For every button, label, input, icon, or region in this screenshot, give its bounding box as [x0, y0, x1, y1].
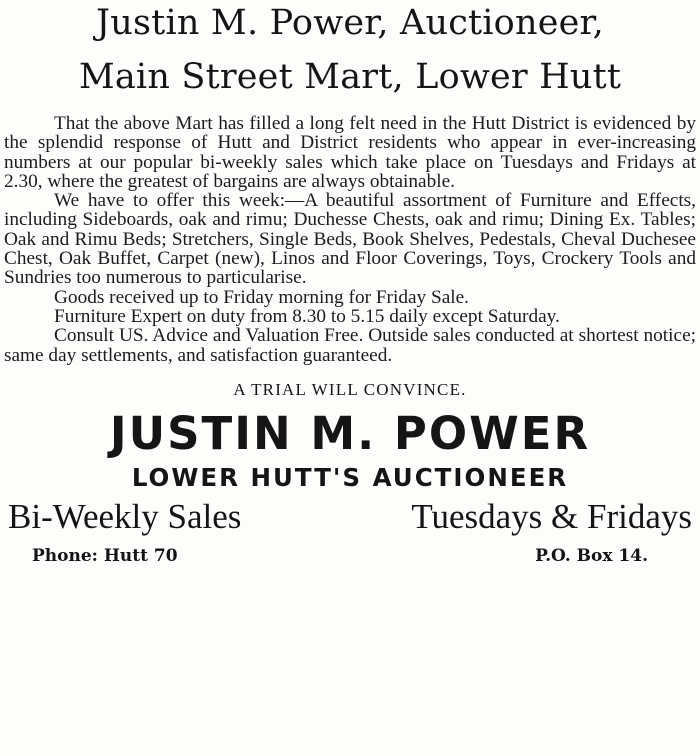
contact-details: [32, 546, 648, 566]
paragraph-expert: Furniture Expert on duty from 8.30 to 5.15 daily except Saturday.: [54, 305, 560, 327]
paragraph-goods: Goods received up to Friday morning for Friday Sale.: [54, 286, 469, 308]
trial-tagline: A TRIAL WILL CONVINCE.: [233, 379, 467, 399]
headline-auctioneer: Justin M. Power, Auctioneer,: [96, 3, 604, 43]
sales-days: Tuesdays & Fridays: [411, 496, 692, 536]
advertisement-body: [4, 114, 696, 365]
paragraph-intro: That the above Mart has filled a long felt need in the Hutt District is evidenced by the splendid response of Hutt and District residents who appear in ever-increasing numbers at our popular bi-weekly sales which take place on Tuesdays and Fridays at 2.30, where the greatest of bargains are always obtainable.: [4, 113, 696, 192]
paragraph-offer: We have to offer this week:—A beautiful assortment of Furniture and Effects, including Sideboards, oak and rimu; Duchesse Chests, oak and rimu; Dining Ex. Tables; Oak and Rimu Beds; Stretchers, Single Beds, Book Shelves, Pedestals, Cheval Duchesee Chest, Oak Buffet, Carpet (new), Linos and Floor Coverings, Toys, Crockery Tools and Sundries too numerous to particularise.: [4, 190, 696, 289]
headline-mart: Main Street Mart, Lower Hutt: [78, 57, 622, 97]
sales-schedule: [8, 495, 692, 539]
po-box: P.O. Box 14.: [535, 545, 648, 566]
phone-number: Phone: Hutt 70: [32, 545, 178, 566]
paragraph-consult: Consult US. Advice and Valuation Free. Outside sales conducted at shortest notice; same day settlements, and satisfaction guaranteed.: [4, 325, 696, 366]
auctioneer-name: JUSTIN M. POWER: [109, 406, 591, 460]
auctioneer-title: LOWER HUTT'S AUCTIONEER: [131, 462, 569, 492]
sales-frequency: Bi-Weekly Sales: [8, 496, 242, 536]
